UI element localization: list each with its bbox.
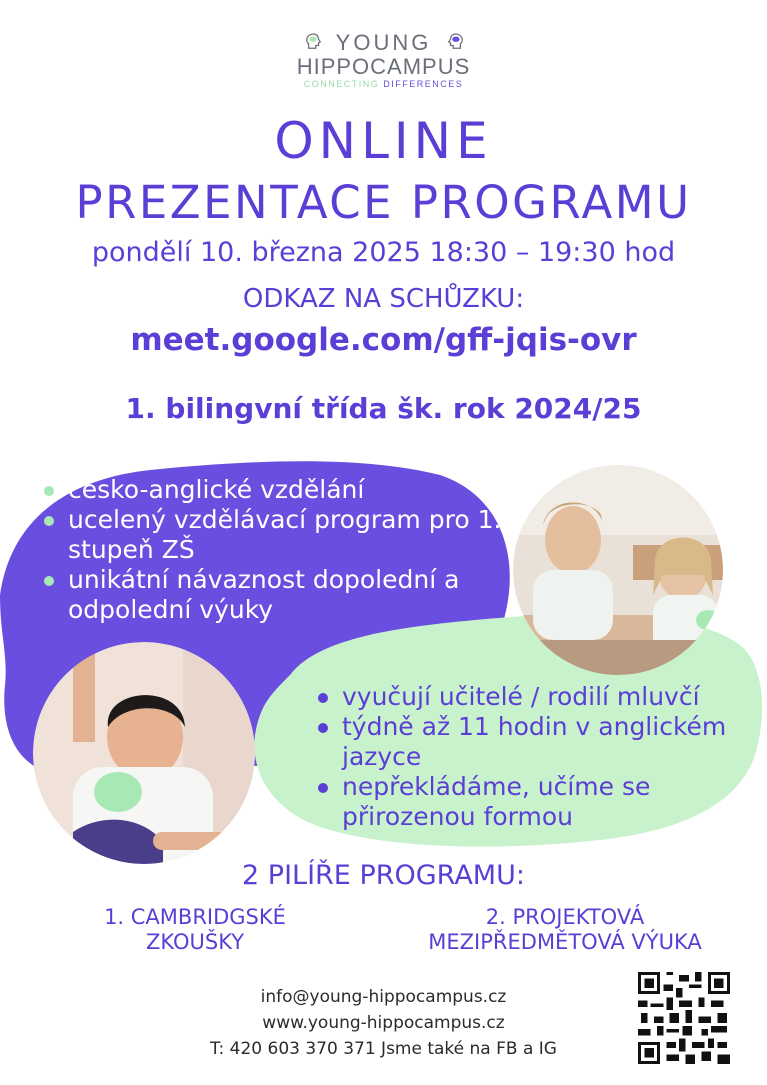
feature-item: česko-anglické vzdělání [38, 475, 508, 505]
meeting-link[interactable]: meet.google.com/gff-jqis-ovr [130, 322, 637, 358]
event-date-time: pondělí 10. března 2025 18:30 – 19:30 hod [91, 237, 676, 268]
logo-tagline-part2: DIFFERENCES [383, 79, 464, 89]
features-purple-list [38, 475, 508, 625]
contact-email[interactable]: info@young-hippocampus.cz [260, 987, 507, 1007]
logo-line-1: YOUNG [335, 30, 432, 55]
logo-tagline-part1: CONNECTING [303, 79, 380, 89]
logo-tagline [0, 79, 767, 89]
contact-phone-social: T: 420 603 370 371 Jsme také na FB a IG [210, 1039, 557, 1059]
feature-item: vyučují učitelé / rodilí mluvčí [312, 682, 752, 712]
logo-line-2: HIPPOCAMPUS [296, 54, 471, 79]
pillars-title: 2 PILÍŘE PROGRAMU: [242, 860, 525, 891]
feature-item: týdně až 11 hodin v anglickém jazyce [312, 712, 752, 772]
logo [0, 30, 767, 92]
program-title: 1. bilingvní třída šk. rok 2024/25 [125, 392, 642, 425]
meeting-link-label: ODKAZ NA SCHŮZKU: [242, 284, 525, 314]
pillar-1: 1. CAMBRIDGSKÉ ZKOUŠKY [104, 905, 286, 954]
feature-item: nepřekládáme, učíme se přirozenou formou [312, 772, 752, 832]
contact-web[interactable]: www.young-hippocampus.cz [262, 1013, 505, 1033]
photo-girls-classroom [513, 465, 723, 675]
pillar-2: 2. PROJEKTOVÁ MEZIPŘEDMĚTOVÁ VÝUKA [428, 905, 702, 954]
feature-item: ucelený vzdělávací program pro 1. stupeň ZŠ [38, 505, 508, 565]
feature-item: unikátní návaznost dopolední a odpolední výuky [38, 565, 508, 625]
features-green-list [312, 682, 752, 832]
qr-code-icon [638, 972, 730, 1064]
photo-boy-raising-hand [33, 642, 255, 864]
headline-online: ONLINE [274, 112, 493, 170]
headline-prezentace: PREZENTACE PROGRAMU [75, 176, 692, 229]
